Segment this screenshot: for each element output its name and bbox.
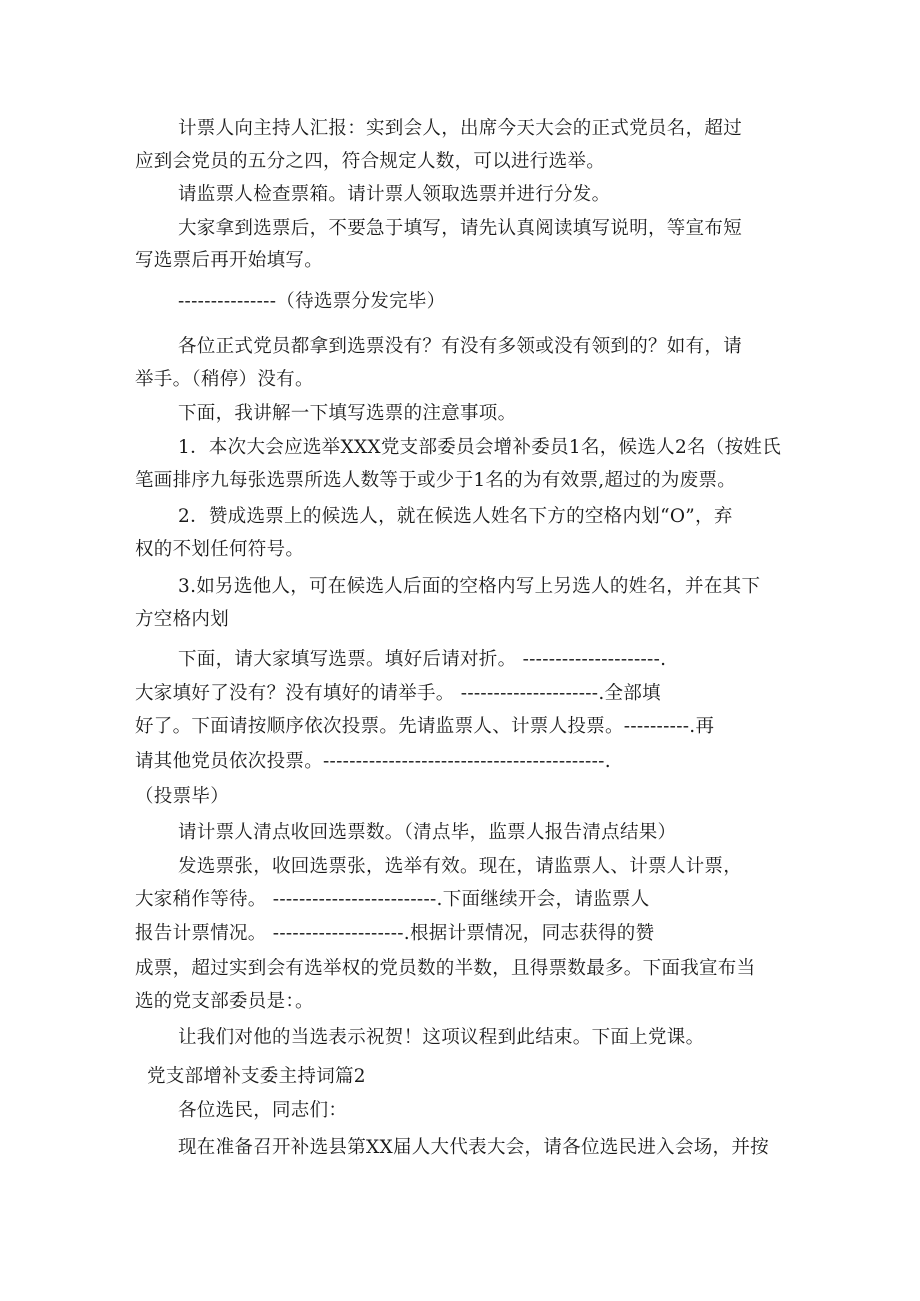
text-line: 3.如另选他人，可在候选人后面的空格内写上另选人的姓名，并在其下 <box>178 576 761 597</box>
text-line: 现在准备召开补选县第XX届人大代表大会，请各位选民进入会场，并按 <box>178 1137 769 1158</box>
text-line: 1．本次大会应选举XXX党支部委员会增补委员1名，候选人2名（按姓氏 <box>178 437 782 458</box>
text-line: 2．赞成选票上的候选人，就在候选人姓名下方的空格内划“O”，弃 <box>178 506 733 527</box>
text-line: 让我们对他的当选表示祝贺！这项议程到此结束。下面上党课。 <box>178 1027 705 1048</box>
text-line: 大家拿到选票后，不要急于填写，请先认真阅读填写说明，等宣布短 <box>178 218 743 239</box>
text-line: 请其他党员依次投票。-------------------------------------------. <box>135 751 611 772</box>
text-line: 好了。下面请按顺序依次投票。先请监票人、计票人投票。----------.再 <box>135 716 715 737</box>
text-line: 请计票人清点收回选票数。（清点毕，监票人报告清点结果） <box>178 822 677 843</box>
text-line: 报告计票情况。 --------------------.根据计票情况，同志获得的赞 <box>135 923 655 944</box>
text-line: 写选票后再开始填写。 <box>135 250 324 271</box>
text-line: ---------------（待选票分发完毕） <box>178 291 446 312</box>
text-line: 成票，超过实到会有选举权的党员数的半数，且得票数最多。下面我宣布当 <box>135 958 756 979</box>
text-line: 各位选民，同志们： <box>178 1100 348 1121</box>
text-line: 计票人向主持人汇报：实到会人，出席今天大会的正式党员名，超过 <box>178 118 743 139</box>
text-line: 各位正式党员都拿到选票没有？有没有多领或没有领到的？如有，请 <box>178 336 743 357</box>
text-line: 下面，我讲解一下填写选票的注意事项。 <box>178 403 517 424</box>
text-line: 举手。（稍停）没有。 <box>135 369 314 390</box>
section-heading: 党支部增补支委主持词篇2 <box>147 1066 366 1087</box>
text-line: 权的不划任何符号。 <box>135 539 305 560</box>
text-line: 下面，请大家填写选票。填好后请对折。 ---------------------. <box>178 649 667 670</box>
text-line: 笔画排序九每张选票所选人数等于或少于1名的为有效票,超过的为废票。 <box>135 470 737 491</box>
text-line: 大家稍作等待。 -------------------------.下面继续开会，请监票人 <box>135 889 650 910</box>
text-line: （投票毕） <box>135 786 230 807</box>
text-line: 选的党支部委员是：。 <box>135 991 314 1012</box>
text-line: 应到会党员的五分之四，符合规定人数，可以进行选举。 <box>135 151 606 172</box>
text-line: 大家填好了没有？没有填好的请举手。 ---------------------.全部填 <box>135 683 661 704</box>
text-line: 方空格内划 <box>135 609 230 630</box>
text-line: 请监票人检查票箱。请计票人领取选票并进行分发。 <box>178 184 611 205</box>
text-line: 发选票张，收回选票张，选举有效。现在，请监票人、计票人计票， <box>178 856 743 877</box>
